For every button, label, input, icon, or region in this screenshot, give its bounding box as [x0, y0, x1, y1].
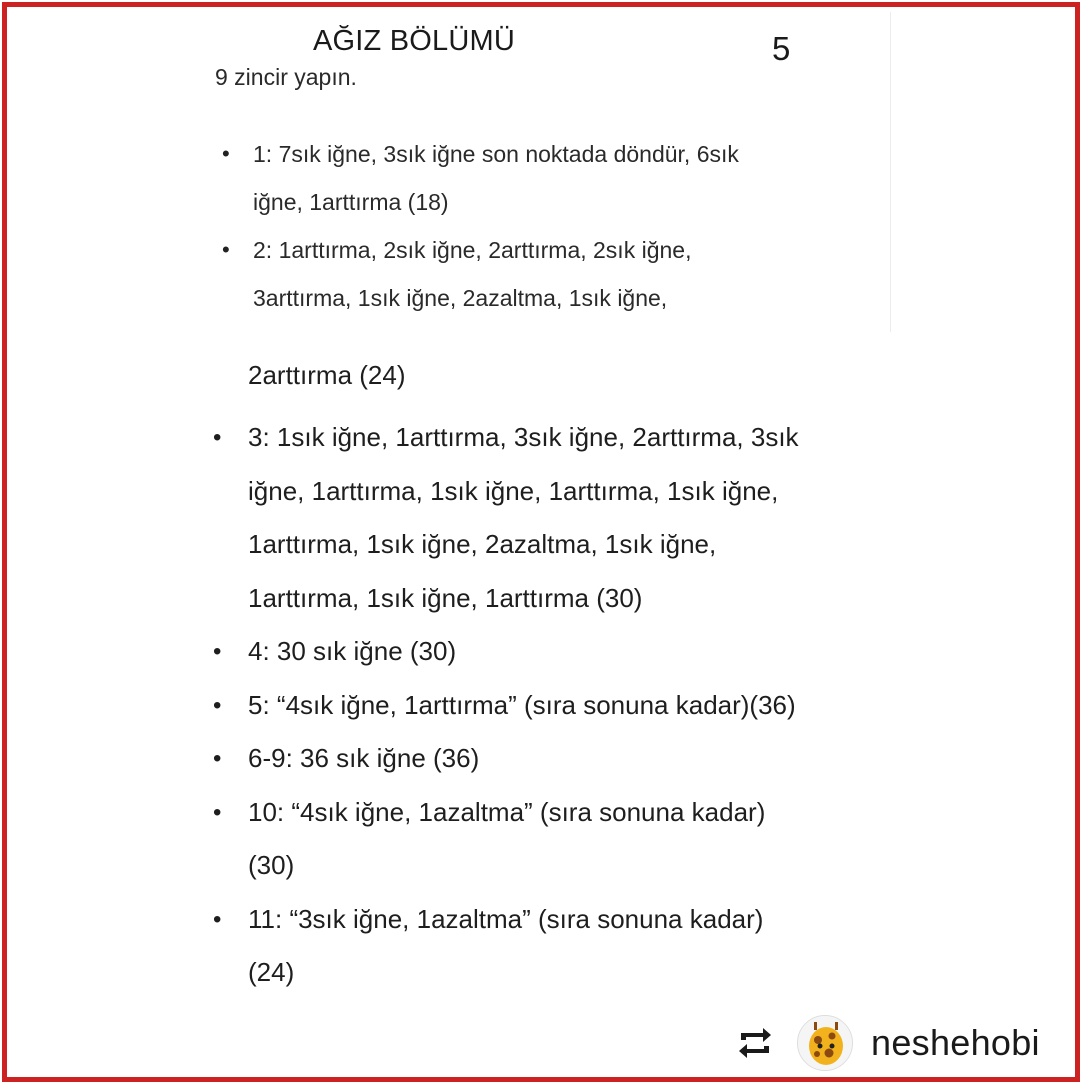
step-line: 3arttırma, 1sık iğne, 2azaltma, 1sık iğne, [253, 285, 668, 311]
pattern-steps-first [222, 130, 862, 322]
step-line: 1arttırma, 1sık iğne, 2azaltma, 1sık iğne, [248, 529, 717, 559]
step-line: • 3: 1sık iğne, 1arttırma, 3sık iğne, 2arttırma, 3sık [248, 422, 799, 452]
step-item [213, 893, 903, 1000]
page-title: AĞIZ BÖLÜMÜ [313, 25, 515, 57]
repost-credit [735, 1015, 1040, 1071]
pattern-steps-second [213, 411, 903, 1000]
repost-icon[interactable] [735, 1023, 775, 1063]
step-continuation: 2arttırma (24) [248, 360, 406, 390]
step-line: (30) [248, 850, 295, 880]
step-line: iğne, 1arttırma, 1sık iğne, 1arttırma, 1sık iğne, [248, 475, 779, 506]
step-item [213, 625, 903, 679]
page-number: 5 [772, 30, 791, 67]
step-line: • 11: “3sık iğne, 1azaltma” (sıra sonuna kadar) [248, 903, 764, 934]
step-line: (24) [248, 957, 295, 987]
step-line: • 5: “4sık iğne, 1arttırma” (sıra sonuna kadar)(36) [248, 689, 796, 720]
step-item [213, 679, 903, 733]
step-line: 1arttırma, 1sık iğne, 1arttırma (30) [248, 582, 643, 613]
user-avatar[interactable] [797, 1015, 853, 1071]
step-line: • 6-9: 36 sık iğne (36) [248, 743, 480, 773]
step-item [213, 732, 903, 786]
step-item [222, 130, 862, 226]
step-line: • 4: 30 sık iğne (30) [248, 636, 457, 666]
step-item [213, 786, 903, 893]
giraffe-avatar-icon [798, 1016, 853, 1071]
step-line: • 10: “4sık iğne, 1azaltma” (sıra sonuna kadar) [248, 796, 766, 827]
step-item [213, 411, 903, 625]
intro-text: 9 zincir yapın. [215, 64, 357, 90]
step-item [222, 226, 862, 322]
step-line: • 1: 7sık iğne, 3sık iğne son noktada döndür, 6sık [253, 141, 739, 167]
username[interactable]: neshehobi [871, 1022, 1040, 1063]
step-line: iğne, 1arttırma (18) [253, 189, 449, 215]
step-line: • 2: 1arttırma, 2sık iğne, 2arttırma, 2sık iğne, [253, 237, 692, 263]
